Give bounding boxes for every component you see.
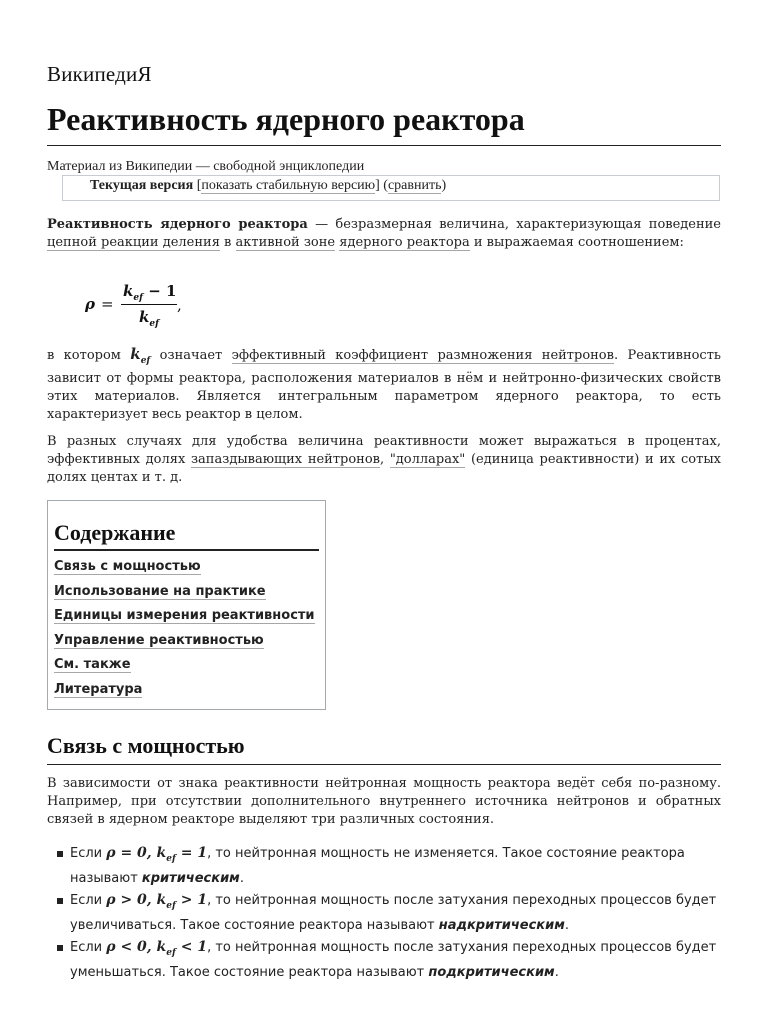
toc-item-literature[interactable] — [54, 680, 319, 705]
math-subscript: ef — [166, 900, 176, 911]
formula-comma: , — [177, 296, 182, 314]
toc-link[interactable]: См. также — [54, 657, 131, 672]
math-text: ρ > 0, k — [106, 891, 167, 908]
math-text: ρ < 0, k — [106, 938, 167, 955]
toc-title: Содержание — [54, 519, 319, 551]
table-of-contents — [47, 500, 326, 710]
units-paragraph — [47, 433, 721, 487]
text: и выражаемая соотношением: — [469, 235, 684, 250]
active-zone-link[interactable]: активной зоне — [235, 235, 336, 250]
definition-paragraph — [47, 345, 721, 424]
compare-link[interactable]: сравнить — [387, 178, 442, 193]
chain-reaction-link[interactable]: цепной реакции деления — [47, 235, 220, 250]
condition-math — [106, 938, 208, 958]
wikipedia-wordmark[interactable]: ВикипедиЯ — [47, 62, 152, 86]
state-name: надкритическим — [438, 918, 565, 934]
formula-fraction — [121, 282, 177, 329]
bracket: [ — [193, 178, 202, 193]
toc-item-see-also[interactable] — [54, 655, 319, 680]
text: Если — [70, 939, 107, 955]
power-paragraph: В зависимости от знака реактивности нейтронная мощность реактора ведёт себя по-разному. Например, при отсутствии дополнительного внутреннего источника нейтронов и обратных связей в ядерном реакторе выделяют три различных состояния. — [47, 776, 721, 827]
text: — безразмерная величина, характеризующая поведение — [307, 217, 722, 232]
state-name: подкритическим — [428, 964, 555, 980]
bullet-icon — [57, 898, 63, 904]
formula-numerator — [121, 282, 177, 305]
dollars-link[interactable]: "долларах" — [389, 452, 466, 467]
toc-link[interactable]: Единицы измерения реактивности — [54, 608, 315, 623]
k-subscript: ef — [149, 319, 159, 329]
toc-item-power[interactable] — [54, 557, 319, 582]
condition-math — [106, 891, 208, 911]
text: , то нейтронная мощность не изменяется. Такое состояние реактора называют — [70, 846, 685, 887]
text: , то нейтронная мощность после затухания переходных процессов будет увеличиваться. Такое состояние реактора называют — [70, 892, 717, 934]
k-subscript: ef — [140, 356, 151, 366]
delayed-neutrons-link[interactable]: запаздывающих нейтронов — [190, 452, 380, 467]
bullet-icon — [57, 945, 63, 951]
toc-link[interactable]: Литература — [54, 681, 143, 697]
text: Если — [70, 892, 107, 908]
tagline: Материал из Википедии — свободной энциклопедии — [47, 159, 365, 174]
show-stable-version-link[interactable]: показать стабильную версию — [201, 178, 376, 193]
text: . Реактивность зависит от формы реактора, расположения материалов в нём и нейтронно-физических свойств этих материалов. Является интегральным параметром ядерного реактора, то есть характеризует весь реактор в целом. — [47, 348, 721, 422]
formula-denominator — [121, 305, 177, 329]
toc-link[interactable]: Использование на практике — [54, 583, 266, 599]
text: (единица реактивности) и их сотых долях центах и т. д. — [47, 452, 721, 485]
toc-link[interactable]: Связь с мощностью — [54, 559, 201, 574]
intro-paragraph — [47, 216, 721, 252]
list-item — [47, 890, 721, 937]
k-symbol: k — [123, 282, 134, 300]
section-heading-power: Связь с мощностью — [47, 732, 721, 765]
multiplication-factor-link[interactable]: эффективный коэффициент размножения нейтронов — [231, 348, 614, 363]
text: . — [554, 964, 559, 980]
math-subscript: ef — [166, 947, 176, 958]
k-symbol: k — [138, 308, 150, 326]
bracket: ) — [441, 178, 447, 193]
text: . — [239, 871, 244, 887]
state-name: критическим — [141, 871, 240, 887]
k-subscript: ef — [133, 293, 144, 303]
math-text: = 1 — [175, 845, 208, 861]
math-text: > 1 — [175, 891, 208, 908]
k-ef-symbol — [130, 345, 151, 366]
text: , — [380, 452, 390, 467]
minus-one: − 1 — [143, 282, 177, 300]
text: в — [219, 235, 236, 250]
text: Если — [70, 846, 107, 861]
bracket: ] ( — [375, 178, 388, 193]
k-symbol: k — [130, 345, 141, 363]
text: , то нейтронная мощность после затухания переходных процессов будет уменьшаться. Такое состояние реактора называют — [70, 939, 717, 980]
toc-item-units[interactable] — [54, 606, 319, 631]
bullet-icon — [57, 851, 63, 857]
toc-item-control[interactable] — [54, 631, 319, 656]
version-box — [62, 175, 720, 201]
math-text: ρ = 0, k — [106, 845, 167, 861]
math-text: < 1 — [175, 938, 208, 955]
text: В разных случаях для удобства величина реактивности может выражаться в процентах, эффективных долях — [47, 434, 721, 467]
math-subscript: ef — [166, 853, 176, 864]
toc-link[interactable]: Управление реактивностью — [54, 632, 264, 648]
formula-equals: = — [101, 295, 114, 313]
article-term: Реактивность ядерного реактора — [47, 217, 308, 232]
formula-rho: ρ — [85, 295, 95, 313]
list-item — [47, 937, 721, 984]
current-version-label: Текущая версия — [90, 178, 194, 193]
text: . — [564, 918, 569, 934]
page-title: Реактивность ядерного реактора — [47, 99, 721, 146]
list-item — [47, 843, 721, 890]
condition-math — [106, 845, 208, 864]
text: в котором — [47, 348, 131, 363]
text: означает — [150, 348, 232, 363]
nuclear-reactor-link[interactable]: ядерного реактора — [339, 235, 470, 250]
toc-item-practice[interactable] — [54, 582, 319, 607]
states-list — [47, 843, 721, 983]
